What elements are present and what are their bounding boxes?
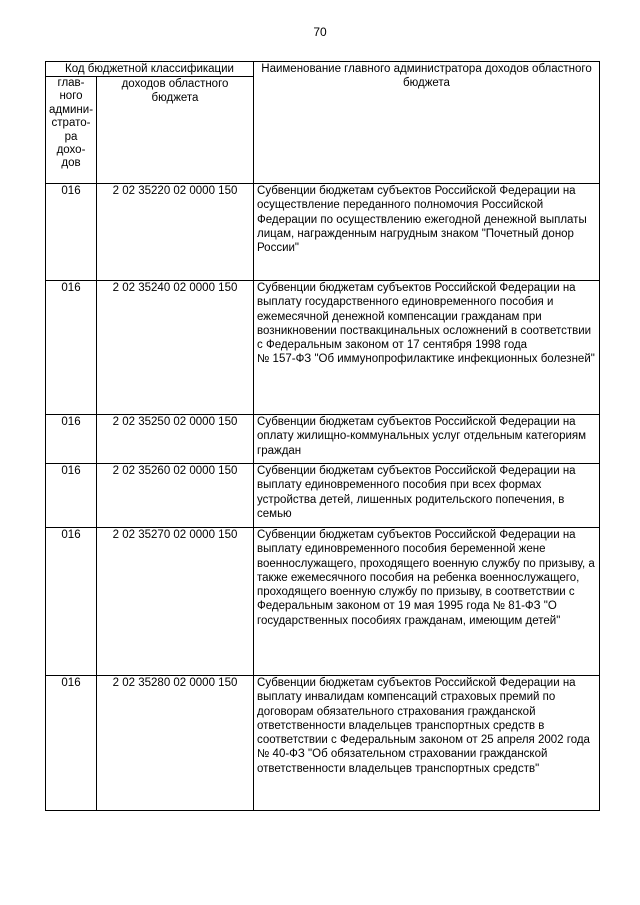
budget-code-cell: 2 02 35270 02 0000 150 [97,528,254,676]
administrator-name-header: Наименование главного администратора доходов областного бюджета [254,62,600,184]
budget-code-cell: 2 02 35280 02 0000 150 [97,676,254,811]
admin-code-cell: 016 [46,464,97,528]
description-cell: Субвенции бюджетам субъектов Российской Федерации на выплату инвалидам компенсаций страховых премий по договорам обязательного страхования гражданской ответственности владельцев транспортных средств в соответствии с Федеральным законом от 25 апреля 2002 года № 40-ФЗ "Об обязательном страховании гражданской ответственности владельцев транспортных средств" [254,676,600,811]
budget-code-cell: 2 02 35240 02 0000 150 [97,281,254,415]
budget-classification-table [45,61,600,811]
table-body [46,184,600,811]
budget-classification-code-header: Код бюджетной классификации [46,62,254,77]
budget-code-cell: 2 02 35250 02 0000 150 [97,415,254,464]
admin-code-cell: 016 [46,415,97,464]
admin-code-cell: 016 [46,281,97,415]
description-cell: Субвенции бюджетам субъектов Российской Федерации на оплату жилищно-коммунальных услуг отдельным категориям граждан [254,415,600,464]
budget-code-cell: 2 02 35260 02 0000 150 [97,464,254,528]
description-cell: Субвенции бюджетам субъектов Российской Федерации на осуществление переданного полномочия Российской Федерации по осуществлению ежегодной денежной выплаты лицам, награжденным нагрудным знаком "Почетный донор России" [254,184,600,281]
page-number: 70 [313,25,327,39]
table-header [46,62,600,184]
table-row [46,676,600,811]
revenue-code-header: доходов областного бюджета [97,77,254,184]
table-row [46,415,600,464]
admin-code-cell: 016 [46,528,97,676]
description-cell: Субвенции бюджетам субъектов Российской Федерации на выплату государственного единовременного пособия и ежемесячной денежной компенсации гражданам при возникновении поствакцинальных осложнений в соответствии с Федеральным законом от 17 сентября 1998 года № 157-ФЗ "Об иммунопрофилактике инфекционных болезней" [254,281,600,415]
admin-code-cell: 016 [46,184,97,281]
table-row [46,528,600,676]
table-row [46,281,600,415]
table-row [46,184,600,281]
table-row [46,464,600,528]
budget-code-cell: 2 02 35220 02 0000 150 [97,184,254,281]
chief-administrator-header: глав-ного админи-страто-ра дохо-дов [46,77,97,184]
admin-code-cell: 016 [46,676,97,811]
description-cell: Субвенции бюджетам субъектов Российской Федерации на выплату единовременного пособия беременной жене военнослужащего, проходящего военную службу по призыву, а также ежемесячного пособия на ребенка военнослужащего, проходящего военную службу по призыву, в соответствии с Федеральным законом от 19 мая 1995 года № 81-ФЗ "О государственных пособиях гражданам, имеющим детей" [254,528,600,676]
description-cell: Субвенции бюджетам субъектов Российской Федерации на выплату единовременного пособия при всех формах устройства детей, лишенных родительского попечения, в семью [254,464,600,528]
